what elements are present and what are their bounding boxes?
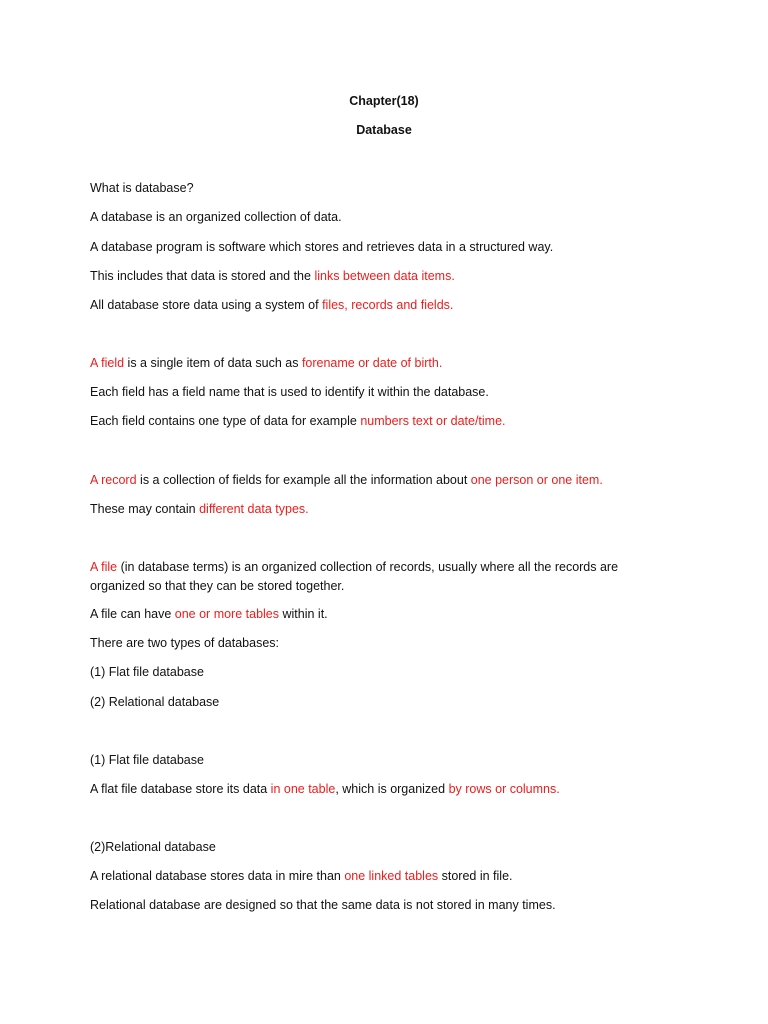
paragraph-line (90, 605, 328, 624)
paragraph-line (90, 267, 455, 286)
question-line: What is database? (90, 181, 194, 195)
text-run: All database store data using a system of (90, 298, 323, 312)
text-run: is a single item of data such as (124, 356, 302, 370)
highlight-text: in one table (270, 782, 336, 796)
text-run: This includes that data is stored and the (90, 269, 315, 283)
text-run: (in database terms) is an organized collection of records, usually where all the records are (117, 560, 619, 574)
text-run: Each field contains one type of data for example (90, 414, 361, 428)
highlight-text: A file (90, 560, 118, 574)
page-title: Database (356, 123, 412, 137)
paragraph-line: Relational database are designed so that the same data is not stored in many times. (90, 898, 556, 912)
paragraph-line (90, 354, 442, 373)
paragraph-line: Each field has a field name that is used to identify it within the database. (90, 385, 489, 399)
paragraph-line (90, 867, 513, 886)
highlight-text: one linked tables (344, 869, 439, 883)
paragraph-line: There are two types of databases: (90, 636, 279, 650)
highlight-text: by rows or columns. (448, 782, 560, 796)
highlight-text: numbers text or date/time. (360, 414, 506, 428)
section-heading: (1) Flat file database (90, 753, 204, 767)
paragraph-line: organized so that they can be stored together. (90, 579, 345, 593)
paragraph-line (90, 296, 453, 315)
section-heading: (2)Relational database (90, 840, 216, 854)
highlight-text: forename or date of birth. (301, 356, 443, 370)
paragraph-line (90, 500, 309, 519)
highlight-text: different data types. (199, 502, 309, 516)
text-run: within it. (279, 607, 328, 621)
highlight-text: A field (90, 356, 125, 370)
list-item: (2) Relational database (90, 695, 220, 709)
text-run: , which is organized (335, 782, 449, 796)
paragraph-line (90, 780, 560, 799)
paragraph-line (90, 412, 506, 431)
highlight-text: one person or one item. (470, 473, 603, 487)
highlight-text: files, records and fields. (322, 298, 454, 312)
highlight-text: one or more tables (174, 607, 280, 621)
chapter-heading: Chapter(18) (349, 94, 419, 108)
text-run: A flat file database store its data (90, 782, 271, 796)
text-run: These may contain (90, 502, 200, 516)
text-run: A relational database stores data in mire than (90, 869, 345, 883)
paragraph-line: A database program is software which stores and retrieves data in a structured way. (90, 240, 554, 254)
paragraph-line (90, 558, 618, 577)
paragraph-line (90, 471, 603, 490)
text-run: is a collection of fields for example all the information about (136, 473, 471, 487)
text-run: stored in file. (438, 869, 513, 883)
highlight-text: links between data items. (314, 269, 455, 283)
text-run: A file can have (90, 607, 175, 621)
highlight-text: A record (90, 473, 137, 487)
list-item: (1) Flat file database (90, 665, 204, 679)
paragraph-line: A database is an organized collection of data. (90, 210, 342, 224)
